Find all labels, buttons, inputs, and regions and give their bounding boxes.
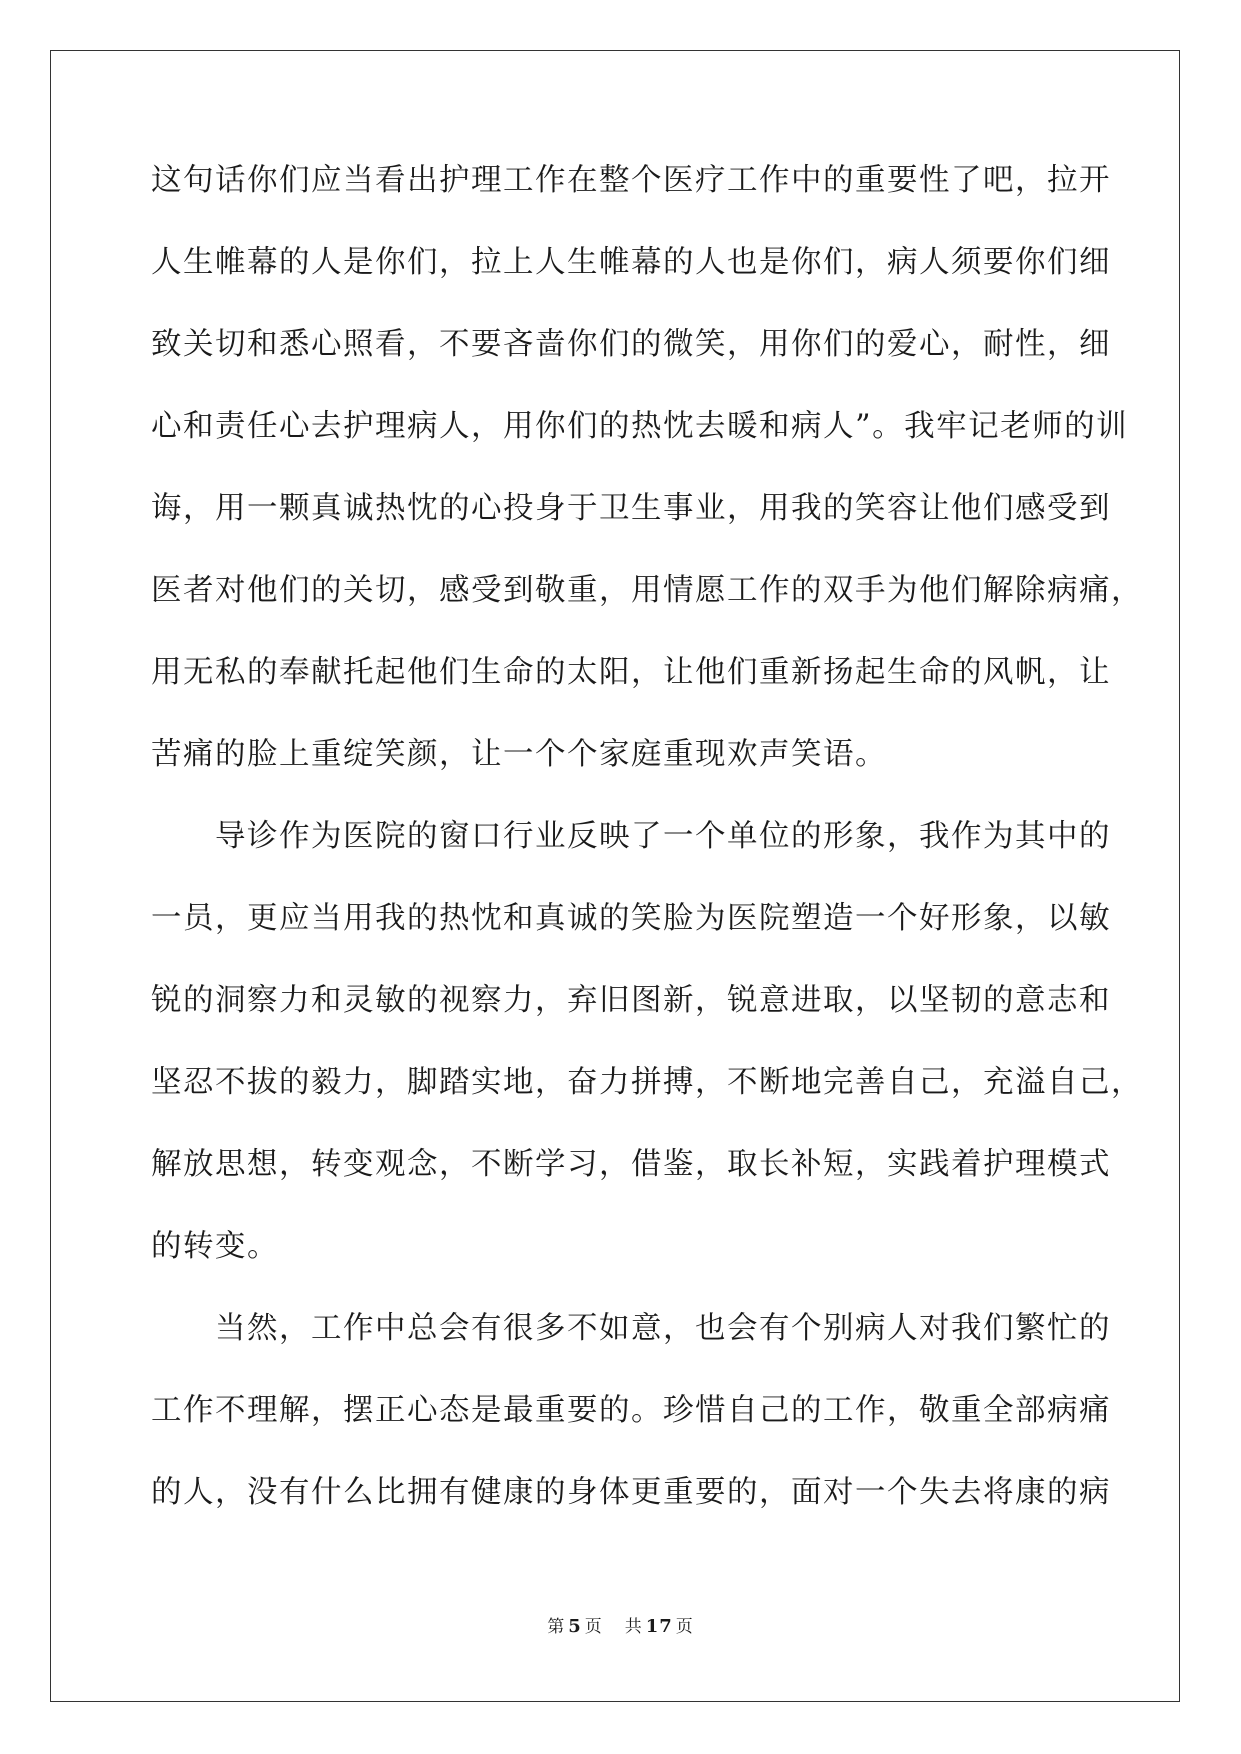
text-line: 苦痛的脸上重绽笑颜，让一个个家庭重现欢声笑语。 (151, 737, 887, 772)
text-line: 一员，更应当用我的热忱和真诚的笑脸为医院塑造一个好形象，以敏 (151, 901, 1111, 936)
text-line: 的转变。 (151, 1229, 279, 1264)
document-body (151, 155, 1143, 1549)
total-prefix: 共 (624, 1617, 643, 1637)
text-line: 致关切和悉心照看，不要吝啬你们的微笑，用你们的爱心，耐性，细 (151, 327, 1111, 362)
total-suffix: 页 (675, 1617, 694, 1637)
text-line: 的人，没有什么比拥有健康的身体更重要的，面对一个失去将康的病 (151, 1475, 1111, 1510)
page-prefix: 第 (547, 1617, 566, 1637)
text-line: 导诊作为医院的窗口行业反映了一个单位的形象，我作为其中的 (151, 819, 1111, 854)
text-line: 医者对他们的关切，感受到敬重，用情愿工作的双手为他们解除病痛， (151, 573, 1143, 608)
text-line: 人生帷幕的人是你们，拉上人生帷幕的人也是你们，病人须要你们细 (151, 245, 1111, 280)
page-number: 5 (568, 1616, 582, 1637)
text-line: 锐的洞察力和灵敏的视察力，弃旧图新，锐意进取，以坚韧的意志和 (151, 983, 1111, 1018)
text-line: 坚忍不拔的毅力，脚踏实地，奋力拼搏，不断地完善自己，充溢自己， (151, 1065, 1143, 1100)
text-line: 用无私的奉献托起他们生命的太阳，让他们重新扬起生命的风帆，让 (151, 655, 1111, 690)
text-line: 工作不理解，摆正心态是最重要的。珍惜自己的工作，敬重全部病痛 (151, 1393, 1111, 1428)
text-line: 诲，用一颗真诚热忱的心投身于卫生事业，用我的笑容让他们感受到 (151, 491, 1111, 526)
page-footer (0, 1612, 1241, 1637)
text-line: 当然，工作中总会有很多不如意，也会有个别病人对我们繁忙的 (151, 1311, 1111, 1346)
page-suffix: 页 (584, 1617, 603, 1637)
text-line: 心和责任心去护理病人，用你们的热忱去暖和病人”。我牢记老师的训 (151, 409, 1129, 444)
text-line: 这句话你们应当看出护理工作在整个医疗工作中的重要性了吧，拉开 (151, 163, 1111, 198)
total-pages: 17 (645, 1616, 673, 1637)
text-line: 解放思想，转变观念，不断学习，借鉴，取长补短，实践着护理模式 (151, 1147, 1111, 1182)
